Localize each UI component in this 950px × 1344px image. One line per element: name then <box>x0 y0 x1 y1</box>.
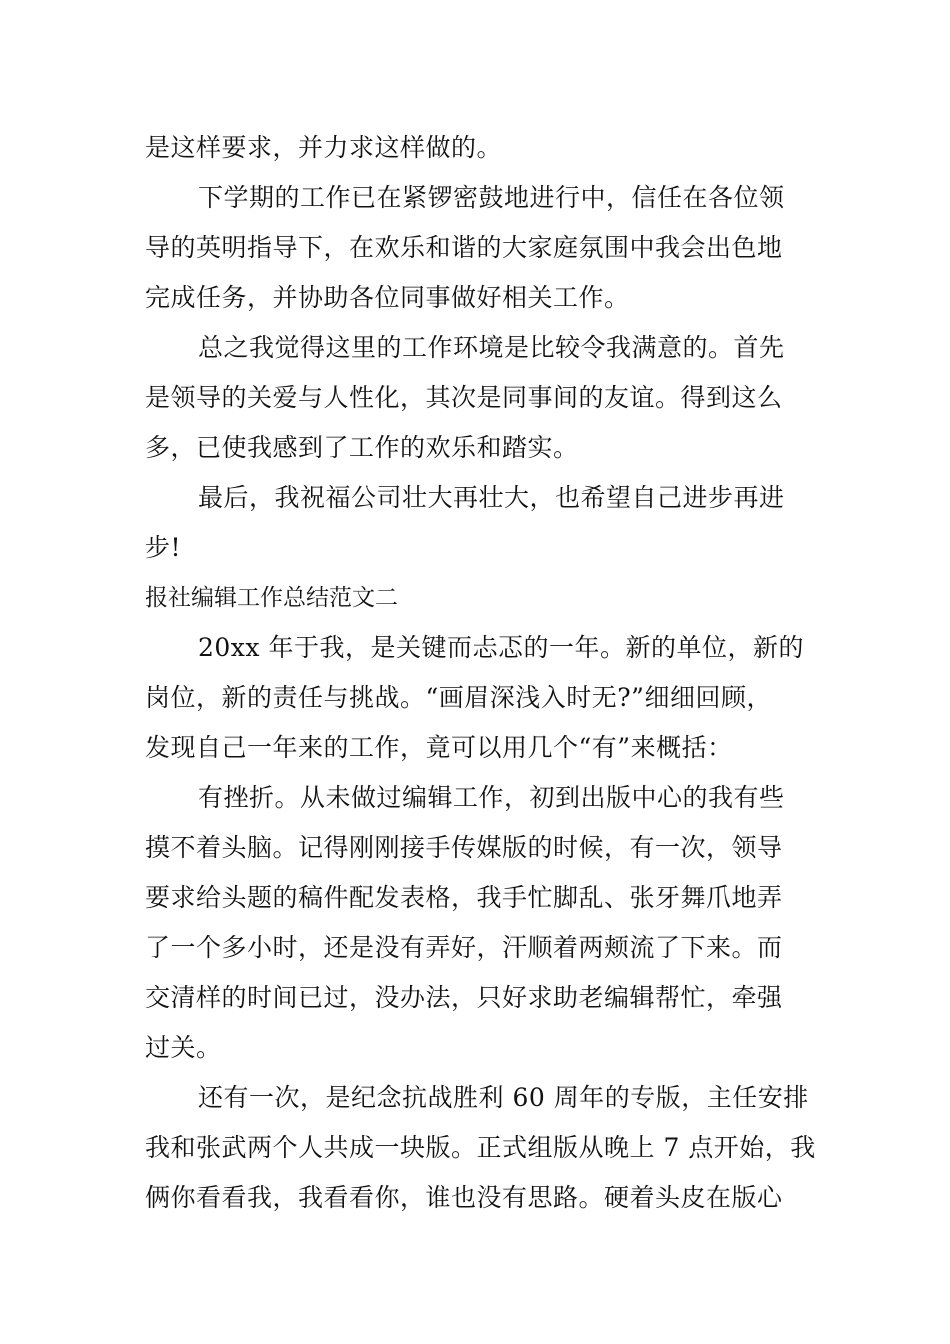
text-line: 过关。 <box>145 1033 222 1062</box>
text-line: 俩你看看我，我看看你，谁也没有思路。硬着头皮在版心 <box>145 1183 783 1212</box>
text-line: 了一个多小时，还是没有弄好，汗顺着两颊流了下来。而 <box>145 933 783 962</box>
text-line: 是领导的关爱与人性化，其次是同事间的友谊。得到这么 <box>145 383 783 412</box>
text-line: 还有一次，是纪念抗战胜利 60 周年的专版，主任安排 <box>198 1083 809 1112</box>
text-line: 总之我觉得这里的工作环境是比较令我满意的。首先 <box>198 333 785 362</box>
text-line: 发现自己一年来的工作，竟可以用几个“有”来概括： <box>145 733 733 762</box>
text-line: 要求给头题的稿件配发表格，我手忙脚乱、张牙舞爪地弄 <box>145 883 783 912</box>
text-line: 岗位，新的责任与挑战。“画眉深浅入时无?”细细回顾， <box>145 683 772 712</box>
text-line: 我和张武两个人共成一块版。正式组版从晚上 7 点开始，我 <box>145 1133 816 1162</box>
text-line: 下学期的工作已在紧锣密鼓地进行中，信任在各位领 <box>198 183 785 212</box>
text-line: 多，已使我感到了工作的欢乐和踏实。 <box>145 433 579 462</box>
text-line: 最后，我祝福公司壮大再壮大，也希望自己进步再进 <box>198 483 785 512</box>
text-line: 导的英明指导下，在欢乐和谐的大家庭氛围中我会出色地 <box>145 233 783 262</box>
text-line: 是这样要求，并力求这样做的。 <box>145 133 503 162</box>
text-line: 交清样的时间已过，没办法，只好求助老编辑帮忙，牵强 <box>145 983 783 1012</box>
text-line: 20xx 年于我，是关键而忐忑的一年。新的单位，新的 <box>198 633 804 662</box>
text-line: 有挫折。从未做过编辑工作，初到出版中心的我有些 <box>198 783 785 812</box>
text-line: 完成任务，并协助各位同事做好相关工作。 <box>145 283 630 312</box>
section-heading: 报社编辑工作总结范文二 <box>145 585 398 611</box>
text-line: 步! <box>145 533 182 562</box>
text-line: 摸不着头脑。记得刚刚接手传媒版的时候，有一次，领导 <box>145 833 783 862</box>
